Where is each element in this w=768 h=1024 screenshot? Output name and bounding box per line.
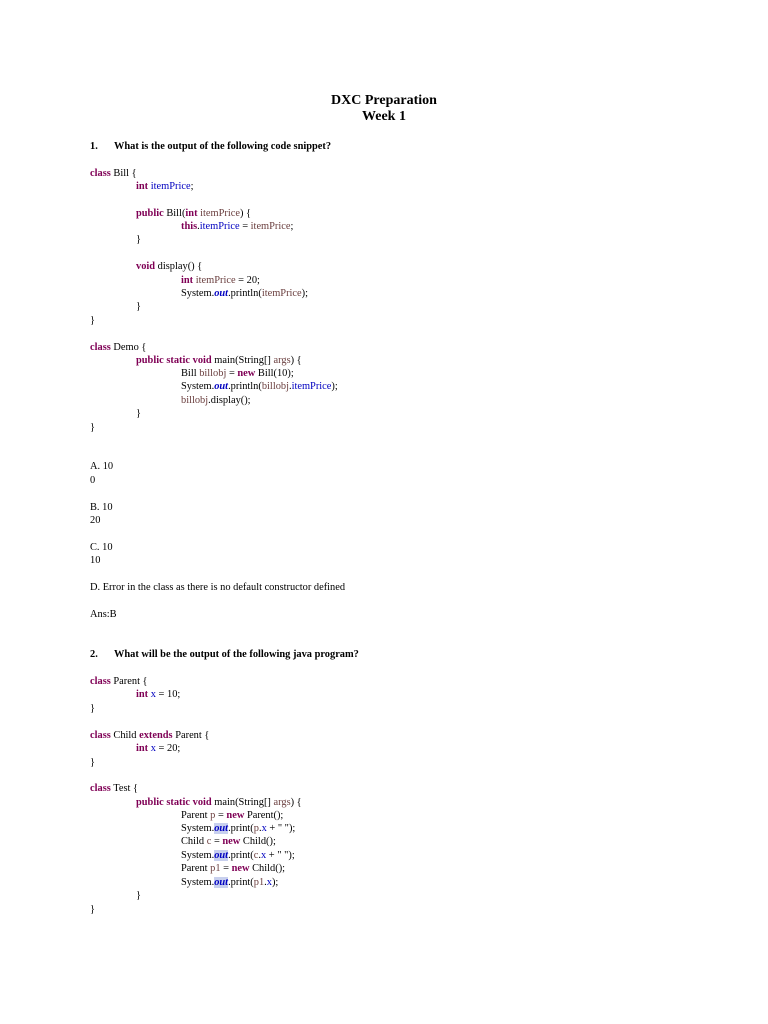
code-line: this.itemPrice = itemPrice; xyxy=(181,221,294,232)
code-line: int itemPrice = 20; xyxy=(181,275,260,286)
code-line: } xyxy=(90,422,95,433)
code-line: public static void main(String[] args) { xyxy=(136,355,302,366)
option-c-line2: 10 xyxy=(90,555,101,566)
code-line: } xyxy=(90,904,95,915)
code-line: } xyxy=(136,234,141,245)
document-subtitle: Week 1 xyxy=(362,109,406,124)
code-line: void display() { xyxy=(136,261,203,272)
code-line: Bill billobj = new Bill(10); xyxy=(181,368,294,379)
answer-q1: Ans:B xyxy=(90,609,117,620)
code-line: System.out.println(billobj.itemPrice); xyxy=(181,381,338,392)
code-line: } xyxy=(136,890,141,901)
code-line: } xyxy=(90,703,95,714)
code-line: Parent p = new Parent(); xyxy=(181,810,284,821)
code-line: } xyxy=(90,757,95,768)
option-c: C. 10 xyxy=(90,542,113,553)
code-line: } xyxy=(90,315,95,326)
code-line: public static void main(String[] args) { xyxy=(136,797,302,808)
option-a-line2: 0 xyxy=(90,475,96,486)
option-a: A. 10 xyxy=(90,461,114,472)
code-line: class Bill { xyxy=(90,168,137,179)
question-1: 1. What is the output of the following code snippet? xyxy=(90,141,332,152)
code-line: System.out.println(itemPrice); xyxy=(181,288,309,299)
option-b: B. 10 xyxy=(90,502,113,513)
code-line: System.out.print(p1.x); xyxy=(181,877,279,888)
option-d: D. Error in the class as there is no default constructor defined xyxy=(90,582,346,593)
code-line: Parent p1 = new Child(); xyxy=(181,863,286,874)
code-line: System.out.print(p.x + " "); xyxy=(181,823,296,834)
code-line: class Test { xyxy=(90,783,138,794)
code-line: int x = 20; xyxy=(136,743,181,754)
code-line: class Demo { xyxy=(90,342,147,353)
code-line: class Parent { xyxy=(90,676,148,687)
code-line: System.out.print(c.x + " "); xyxy=(181,850,295,861)
code-line: public Bill(int itemPrice) { xyxy=(136,208,252,219)
code-line: int x = 10; xyxy=(136,689,181,700)
code-line: } xyxy=(136,408,141,419)
code-line: billobj.display(); xyxy=(181,395,251,406)
option-b-line2: 20 xyxy=(90,515,101,526)
document-title: DXC Preparation xyxy=(331,93,437,108)
code-line: } xyxy=(136,301,141,312)
code-line: Child c = new Child(); xyxy=(181,836,276,847)
code-line: int itemPrice; xyxy=(136,181,194,192)
code-line: class Child extends Parent { xyxy=(90,730,210,741)
question-2: 2. What will be the output of the following java program? xyxy=(90,649,359,660)
